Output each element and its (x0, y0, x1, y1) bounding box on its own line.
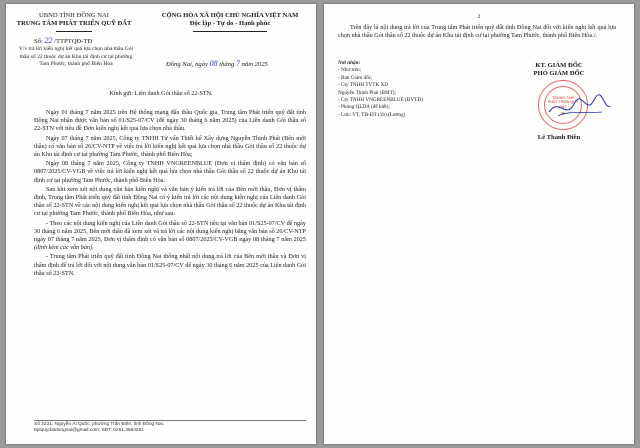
footer (34, 422, 306, 434)
date-month: 7 (235, 59, 240, 68)
stamp-text: TRUNG TÂM PHÁT TRIỂN QUỸ ĐẤT (547, 96, 579, 109)
footer-contact: ttptquydatdongnai@gmail.com; SĐT: 0251.3684281 (34, 428, 144, 433)
paragraph-5-note: (định kèm các văn bản). (34, 244, 94, 252)
document-page-1 (6, 4, 316, 444)
place-date (166, 60, 316, 69)
recipient-item: Nguyễn Thịnh Phát (BMT); (338, 89, 396, 96)
sign-role-1: KT. GIÁM ĐỐC (535, 62, 583, 69)
signer-name: Lê Thanh Điền (537, 134, 581, 141)
recipient-item: - Như trên; (338, 67, 361, 74)
org-underline (56, 31, 92, 32)
recipient-item: - Cty TNHH TVTK XD (338, 82, 388, 89)
document-page-2 (324, 4, 634, 444)
paragraph-4: Sau khi xem xét nội dung văn bản kiến nghị và văn bản ý kiến trả lời của Bên mời thầu, Đơn vị thẩm định, Trung tâm Phát triển quỹ đất tỉnh Đồng Nai có ý kiến trả lời các nội dung kiến nghị của Liên danh Gói thầu số 22-STN về các nội dung kiến nghị kết quả lựa chọn nhà thầu Gói thầu số 22 thuộc dự án Khu tái định cư tại phường Tam Phước, thành phố Biên Hòa, như sau: (34, 185, 306, 218)
date-day: 08 (209, 59, 218, 68)
org-block (14, 12, 134, 28)
nation-block (146, 12, 314, 28)
doc-number-label: Số: (34, 38, 43, 45)
sign-role-2: PHÓ GIÁM ĐỐC (533, 70, 585, 77)
recipient-item: - Lưu: VT, TĐ-ĐT (1b).(Lương) (338, 111, 406, 118)
org-name: TRUNG TÂM PHÁT TRIỂN QUỸ ĐẤT (16, 20, 132, 27)
recipient-item: - Phòng QLDA (để biết); (338, 104, 390, 111)
recipient-item: - Cty TNHH VNGREENBLUE (ĐVTĐ) (338, 97, 423, 104)
paragraph-1: Ngày 01 tháng 7 năm 2025 trên Hệ thống mạng đấu thầu Quốc gia, Trung tâm Phát triển quỹ đất tỉnh Đồng Nai nhận được văn bản số 01/S25-07/CV (để ngày 30 tháng 6 năm 2025) của Liên danh Gói thầu số 22-STN với tiêu đề Đơn kiến nghị kết quả lựa chọn nhà thầu. (34, 109, 306, 133)
subject: V/v trả lời kiến nghị kết quả lựa chọn nhà thầu Gói thầu số 22 thuộc dự án Khu tái định cư tại phường Tam Phước, thành phố Biên Hòa (18, 46, 134, 68)
doc-number-suffix: /TTPTQĐ-TĐ (54, 38, 93, 45)
page-number: 2 (477, 14, 481, 20)
body-text (34, 109, 306, 278)
recipients-block (338, 60, 468, 119)
doc-number (34, 37, 134, 46)
official-stamp: TRUNG TÂM PHÁT TRIỂN QUỸ ĐẤT ★ (538, 80, 588, 130)
date-prefix: Đồng Nai, ngày (166, 61, 208, 68)
recipient-item: - Ban Giám đốc; (338, 74, 373, 81)
recipients-title: Nơi nhận: (338, 60, 361, 66)
motto-underline (193, 31, 267, 32)
footer-address: Số 2231, Nguyễn Ái Quốc, phường Trấn Biên, tỉnh Đồng Nai. (34, 422, 165, 427)
paragraph-5-text: - Theo các nội dung kiến nghị của Liên danh Gói thầu số 22-STN nêu tại văn bản 01/S25-07/CV để ngày 30 tháng 6 năm 2025, Bên mời thầu đã xem xét và trả lời các nội dung kiến nghị bằng văn bản số 26/CV-NTP ngày 07 tháng 7 năm 2025, Đơn vị thẩm định có văn bản số 0807/2025/CV-VGB ngày 08 tháng 7 năm 2025 (34, 219, 306, 244)
greeting: Kính gửi: Liên danh Gói thầu số 22-STN. (109, 90, 213, 97)
signature-title (504, 62, 614, 78)
date-year: năm 2025 (241, 61, 268, 68)
closing-paragraph: Trên đây là nội dung trả lời của Trung tâm Phát triển quỹ đất tỉnh Đồng Nai đối với kiến nghị kết quả lựa chọn nhà thầu Gói thầu số 22 thuộc dự án Khu tái định cư tại phường Tam Phước, thành phố Biên Hòa./. (338, 24, 616, 40)
paragraph-5 (34, 220, 306, 253)
paragraph-3: Ngày 08 tháng 7 năm 2025, Công ty TNHH VNGREENBLUE (Đơn vị thẩm định) có văn bản số 0807/2025/CV-VGB về việc trả lời kiến nghị kết quả lựa chọn nhà thầu Gói thầu số 22 thuộc dự án Khu tái định cư tại phường Tam Phước, thành phố Biên Hòa. (34, 160, 306, 184)
nation-title: CỘNG HÒA XÃ HỘI CHỦ NGHĨA VIỆT NAM (161, 12, 299, 19)
org-parent: UBND TỈNH ĐỒNG NAI (38, 12, 110, 19)
doc-number-value: 22 (44, 36, 53, 45)
paragraph-6: - Trung tâm Phát triển quỹ đất tỉnh Đồng Nai thống nhất nội dung trả lời của Bên mời thầu và Đơn vị thẩm định để trả lời đối với nội dung văn bản 01/S25-07/CV để ngày 30 tháng 6 năm 2025 của Liên danh Gói thầu số 22-STN. (34, 253, 306, 277)
motto: Độc lập - Tự do - Hạnh phúc (189, 20, 271, 27)
date-month-label: tháng (219, 61, 235, 68)
paragraph-2: Ngày 07 tháng 7 năm 2025, Công ty TNHH Tư vấn Thiết kế Xây dựng Nguyễn Thịnh Phát (Bên mời thầu) có văn bản số 26/CV-NTP về việc trả lời kiến nghị kết quả lựa chọn nhà thầu Gói thầu số 22 thuộc dự án Khu tái định cư tại phường Tam Phước, thành phố Biên Hòa; (34, 134, 306, 159)
footer-divider (34, 420, 306, 421)
